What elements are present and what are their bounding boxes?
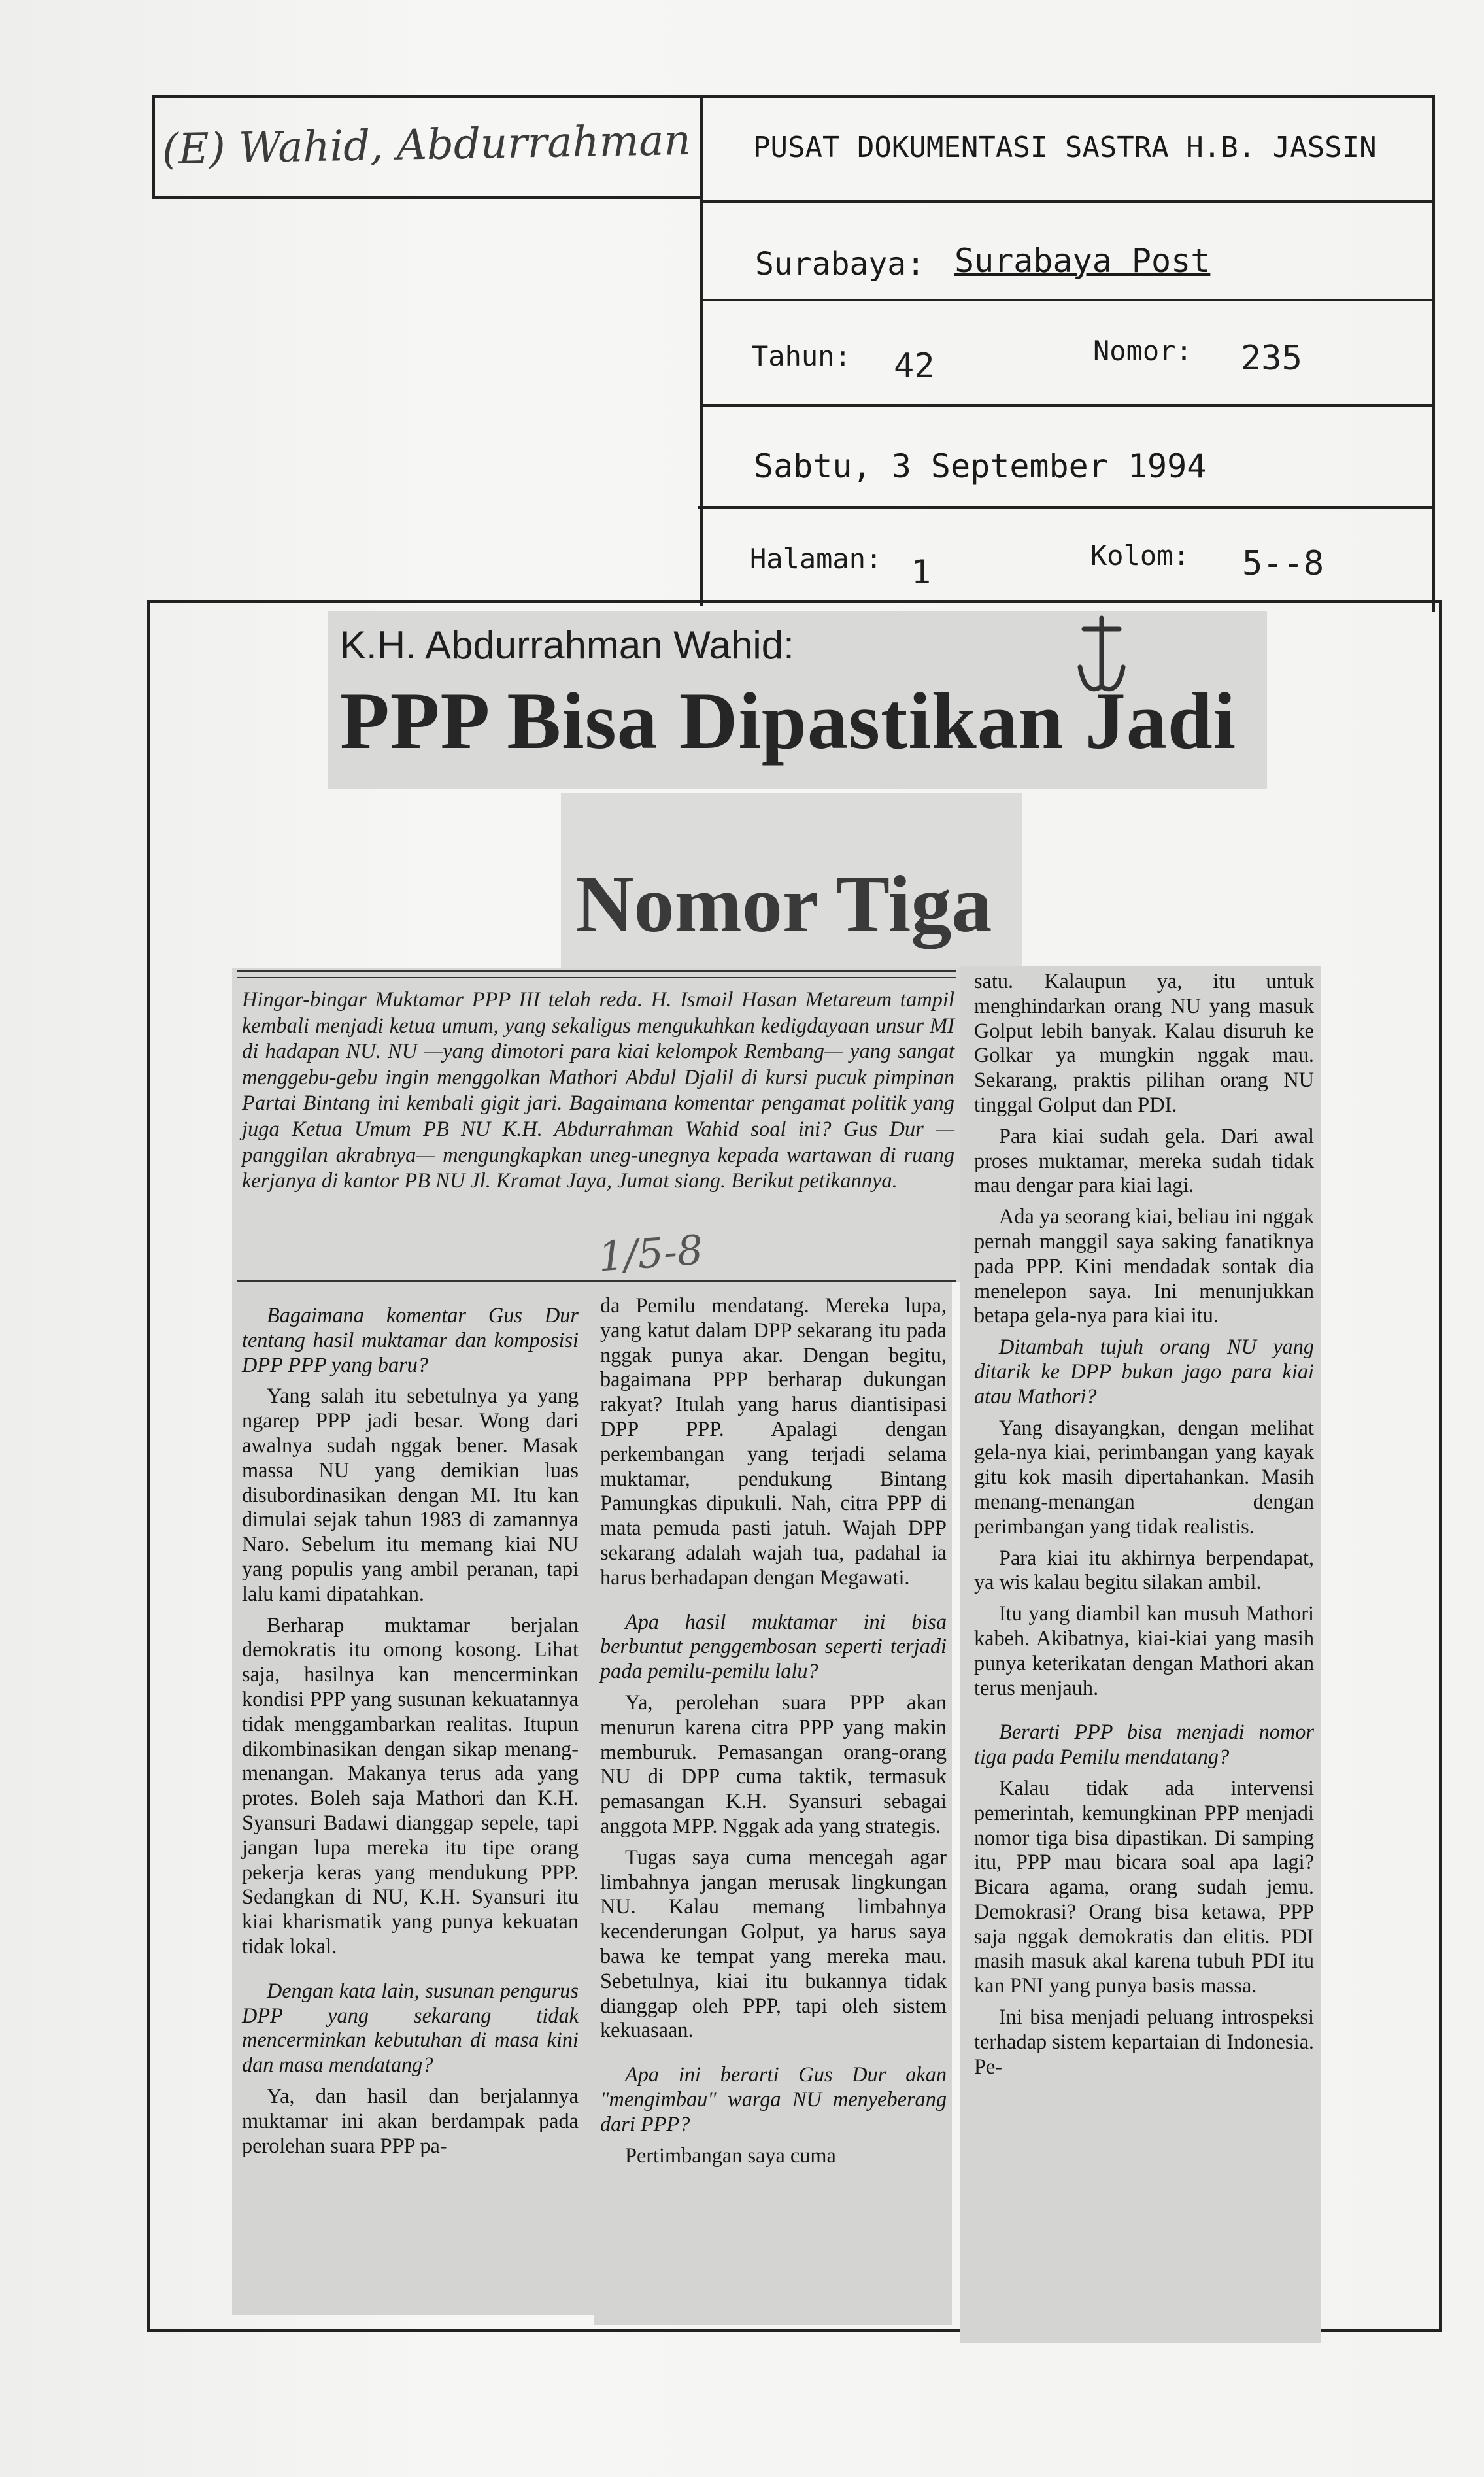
form-top-border (152, 95, 1434, 98)
interview-answer: Pertimbangan saya cuma (625, 2143, 836, 2167)
form-row-divider (701, 200, 1435, 203)
interview-question: Ditambah tujuh orang NU yang ditarik ke DPP bukan jago para kiai atau Mathori? (974, 1335, 1314, 1408)
interview-answer: Yang salah itu sebetulnya ya yang ngarep PPP jadi besar. Wong dari awalnya sudah nggak bener. Masak massa NU yang demikian luas disubordinasikan dengan MI. Itu kan dimulai sejak tahun 1983 di zamannya Naro. Sebelum itu memang kiai NU yang populis yang ambil peranan, tapi lalu kami dipatahkan. (242, 1384, 579, 1605)
kolom-label: Kolom: (1090, 539, 1190, 572)
interview-answer: Ini bisa menjadi peluang introspeksi terhadap sistem kepartaian di Indonesia. Pe- (974, 2005, 1314, 2078)
article-headline-continued: Nomor Tiga (575, 859, 992, 949)
form-row-divider (701, 404, 1435, 407)
interview-question: Berarti PPP bisa menjadi nomor tiga pada Pemilu mendatang? (974, 1720, 1314, 1769)
tahun-value: 42 (894, 347, 935, 386)
tahun-label: Tahun: (752, 340, 851, 372)
article-column-2 (600, 1293, 947, 2168)
interview-question: Apa hasil muktamar ini bisa berbuntut penggembosan seperti terjadi pada pemilu-pemilu lalu? (600, 1609, 947, 1683)
interview-answer: Ya, dan hasil dan berjalannya muktamar ini akan berdampak pada perolehan suara PPP pa- (242, 2083, 579, 2157)
city-label: Surabaya: (755, 246, 926, 282)
newspaper-name: Surabaya Post (954, 242, 1211, 280)
archive-title: PUSAT DOKUMENTASI SASTRA H.B. JASSIN (753, 131, 1377, 164)
lead-top-rule (237, 970, 956, 972)
article-kicker: K.H. Abdurrahman Wahid: (340, 623, 794, 667)
kolom-value: 5--8 (1242, 544, 1324, 583)
interview-answer: Tugas saya cuma mencegah agar limbahnya jangan merusak lingkungan NU. Kalau memang limbahnya kecenderungan Golput, ya harus saya bawa ke tempat yang mereka mau. Sebetulnya, kiai itu bukannya tidak dianggap oleh PPP, tapi oleh sistem kekuasaan. (600, 1845, 947, 2042)
form-name-bottom-border (152, 196, 703, 199)
article-headline: PPP Bisa Dipastikan Jadi (340, 676, 1237, 766)
interview-answer: Itu yang diambil kan musuh Mathori kabeh. Akibatnya, kiai-kiai yang masih punya keterikatan dengan Mathori akan terus menjauh. (974, 1601, 1314, 1700)
interview-answer: da Pemilu mendatang. Mereka lupa, yang katut dalam DPP sekarang itu pada nggak punya akar. Dengan begitu, bagaimana PPP berharap dukungan rakyat? Itulah yang harus diantisipasi DPP PPP. Apalagi dengan perkembangan yang terjadi selama muktamar, pendukung Bintang Pamungkas dipukuli. Nah, citra PPP di mata pemuda pasti jatuh. Wajah DPP sekarang adalah wajah tua, padahal ia harus berhadapan dengan Megawati. (600, 1293, 947, 1589)
interview-answer: Kalau tidak ada intervensi pemerintah, kemungkinan PPP menjadi nomor tiga bisa dipastikan. Di samping itu, PPP mau bicara soal apa lagi? Bicara agama, orang sudah jemu. Demokrasi? Orang bisa ketawa, PPP saja nggak demokratis dan elitis. PDI masih masuk akal karena tubuh PDI itu kan PNI yang punya basis massa. (974, 1775, 1314, 1998)
interview-answer: Yang disayangkan, dengan melihat gela-nya kiai, perimbangan yang kayak gitu kok masih dipertahankan. Masih menang-menangan dengan perimbangan yang tidak realistis. (974, 1415, 1314, 1538)
form-center-divider (700, 95, 703, 606)
anchor-mark-icon (1072, 615, 1131, 706)
halaman-value: 1 (911, 553, 932, 591)
issue-date: Sabtu, 3 September 1994 (754, 447, 1207, 485)
interview-question: Apa ini berarti Gus Dur akan "mengimbau" warga NU menyeberang dari PPP? (600, 2062, 947, 2136)
handwritten-column-note: 1/5-8 (596, 1225, 705, 1281)
lead-top-rule (237, 977, 956, 978)
article-column-3 (974, 969, 1314, 2079)
form-right-border (1432, 95, 1435, 612)
interview-answer: Para kiai sudah gela. Dari awal proses muktamar, mereka sudah tidak mau dengar para kiai lagi. (974, 1123, 1314, 1197)
article-column-1 (242, 1303, 579, 2158)
article-lead: Hingar-bingar Muktamar PPP III telah reda. H. Ismail Hasan Metareum tampil kembali menjadi ketua umum, yang sekaligus mengukuhkan kedigdayaan unsur MI di hadapan NU. NU —yang dimotori para kiai kelompok Rembang— yang sangat menggebu-gebu ingin menggolkan Mathori Abdul Djalil di kursi pucuk pimpinan Partai Bintang ini kembali gigit jari. Bagaimana komentar pengamat politik yang juga Ketua Umum PB NU K.H. Abdurrahman Wahid soal ini? Gus Dur —panggilan akrabnya— mengungkapkan uneg-unegnya kepada wartawan di ruang kerjanya di kantor PB NU Jl. Kramat Jaya, Jumat siang. Berikut petikannya. (242, 988, 954, 1193)
interview-answer: Para kiai itu akhirnya berpendapat, ya wis kalau begitu silakan ambil. (974, 1545, 1314, 1594)
handwritten-subject-name: (E) Wahid, Abdurrahman (161, 116, 692, 175)
interview-answer: Ada ya seorang kiai, beliau ini nggak pernah manggil saya saking fanatiknya pada PPP. Kini mendadak sontak dia menelepon saya. Ini menunjukkan betapa gela-nya para kiai itu. (974, 1204, 1314, 1327)
form-left-border (152, 95, 155, 199)
interview-answer: Ya, perolehan suara PPP akan menurun karena citra PPP yang makin memburuk. Pemasangan orang-orang NU di DPP cuma taktik, termasuk pemasangan K.H. Syansuri sebagai anggota MPP. Nggak ada yang strategis. (600, 1690, 947, 1837)
interview-answer: satu. Kalaupun ya, itu untuk menghindarkan orang NU yang masuk Golput lebih banyak. Kalau disuruh ke Golkar ya mungkin nggak mau. Sekarang, praktis pilihan orang NU tinggal Golput dan PDI. (974, 969, 1314, 1116)
interview-question: Bagaimana komentar Gus Dur tentang hasil muktamar dan komposisi DPP PPP yang baru? (242, 1303, 579, 1376)
interview-answer: Berharap muktamar berjalan demokratis itu omong kosong. Lihat saja, hasilnya kan mencerminkan kondisi PPP yang susunan kekuatannya tidak menggambarkan realitas. Itupun dikombinasikan dengan sikap menang-menangan. Makanya terus ada yang protes. Boleh saja Mathori dan K.H. Syansuri Badawi dianggap sepele, tapi jangan lupa mereka itu tipe orang pekerja keras yang mendukung PPP. Sedangkan di NU, K.H. Syansuri itu kiai kharismatik yang punya kekuatan tidak lokal. (242, 1613, 579, 1958)
halaman-label: Halaman: (750, 543, 883, 575)
form-row-divider (698, 506, 1435, 509)
nomor-label: Nomor: (1093, 335, 1192, 367)
form-row-divider (701, 299, 1435, 301)
interview-question: Dengan kata lain, susunan pengurus DPP yang sekarang tidak mencerminkan kebutuhan di masa kini dan masa mendatang? (242, 1978, 579, 2077)
nomor-value: 235 (1241, 339, 1302, 378)
